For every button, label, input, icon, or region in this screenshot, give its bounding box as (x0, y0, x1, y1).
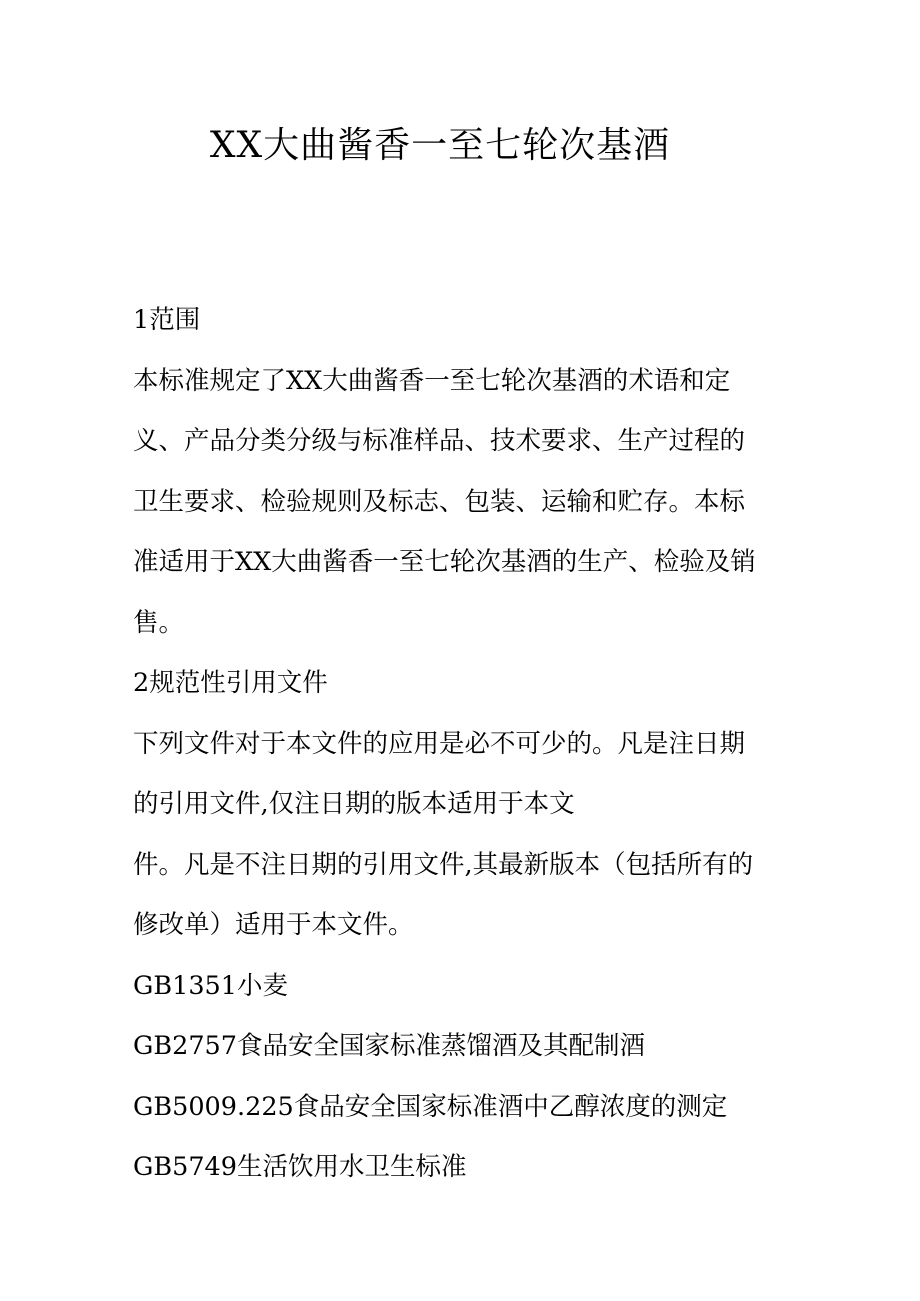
scope-paragraph-line: 售。 (133, 607, 185, 638)
scope-paragraph-line: 义、产品分类分级与标准样品、技术要求、生产过程的 (133, 426, 746, 456)
reference-item: GB5009.225食品安全国家标准酒中乙醇浓度的测定 (133, 1091, 728, 1122)
references-paragraph-line: 下列文件对于本文件的应用是必不可少的。凡是注日期 (133, 728, 746, 759)
reference-item: GB5749生活饮用水卫生标准 (133, 1152, 467, 1182)
document-title: XX大曲酱香一至七轮次基酒 (209, 125, 671, 166)
reference-item: GB1351小麦 (133, 970, 289, 1001)
section-heading-normative-references: 2规范性引用文件 (133, 668, 328, 698)
section-heading-scope: 1范围 (133, 305, 201, 335)
references-paragraph-line: 件。凡是不注日期的引用文件,其最新版本（包括所有的 (133, 849, 754, 880)
scope-paragraph-line: 卫生要求、检验规则及标志、包装、运输和贮存。本标 (133, 486, 746, 517)
references-paragraph-line: 修改单）适用于本文件。 (133, 910, 414, 940)
reference-item: GB2757食品安全国家标准蒸馏酒及其配制酒 (133, 1031, 646, 1061)
document-body (133, 290, 793, 1198)
references-paragraph-line: 的引用文件,仅注日期的版本适用于本文 (133, 789, 575, 819)
scope-paragraph-line: 本标准规定了XX大曲酱香一至七轮次基酒的术语和定 (133, 365, 731, 396)
scope-paragraph-line: 准适用于XX大曲酱香一至七轮次基酒的生产、检验及销 (133, 547, 756, 577)
